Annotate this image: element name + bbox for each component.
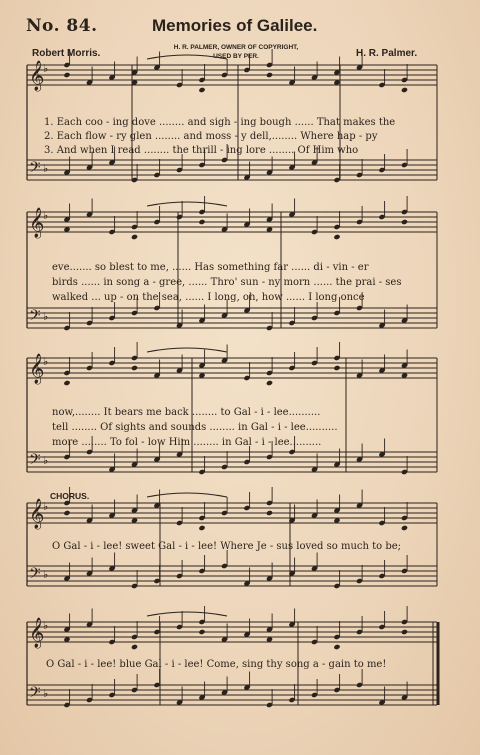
lyric-line: 2. Each flow - ry glen ........ and moss - y dell,........ Where hap - py [44,131,378,142]
note-head [266,72,273,78]
flat-icon: ♭ [43,162,49,175]
note-head [401,629,408,635]
bass-clef-icon: 𝄢 [29,159,41,180]
note-head [63,510,70,516]
treble-clef-icon: 𝄞 [29,354,45,384]
flat-icon: ♭ [43,568,49,581]
flat-icon: ♭ [43,454,49,467]
flat-icon: ♭ [43,500,49,513]
note-head [63,72,70,78]
note-head [401,525,408,531]
bass-clef-icon: 𝄢 [29,307,41,328]
author-credit: Robert Morris. [32,48,101,59]
composer-credit: H. R. Palmer. [356,48,418,59]
copyright-line: USED BY PER. [213,53,259,60]
slur [147,612,227,616]
treble-clef-icon: 𝄞 [29,208,45,238]
lyric-line: birds ...... in song a - gree, ...... Thro' sun - ny morn ...... the prai - ses [52,277,402,288]
note-head [266,510,273,516]
lyric-line: eve....... so blest to me, ...... Has something far ...... di - vin - er [52,262,369,273]
flat-icon: ♭ [43,310,49,323]
hymn-title: Memories of Galilee. [152,16,318,35]
note-head [198,219,205,225]
lyric-line: O Gal - i - lee! sweet Gal - i - lee! Where Je - sus loved so much to be; [52,541,402,552]
slur [147,348,227,352]
lyric-line: 1. Each coo - ing dove ........ and sigh - ing bough ...... That makes the [44,117,396,128]
note-head [333,234,340,240]
note-head [131,234,138,240]
note-head [198,525,205,531]
flat-icon: ♭ [43,62,49,75]
note-head [63,380,70,386]
lyric-line: walked ... up - on the sea, ...... I long, oh, how ...... I long once [52,292,365,303]
chorus-label: CHORUS. [50,491,90,501]
slur [147,55,227,59]
bass-clef-icon: 𝄢 [29,684,41,705]
lyric-line: 3. And when I read ........ the thrill - ing lore ........ Of Him who [44,145,359,156]
note-head [131,644,138,650]
copyright-line: H. R. PALMER, OWNER OF COPYRIGHT, [173,44,299,51]
lyric-line: tell ........ Of sights and sounds ........ in Gal - i - lee.......... [52,422,338,433]
bass-clef-icon: 𝄢 [29,451,41,472]
hymn-number: No. 84. [26,16,98,36]
slur [147,202,227,206]
treble-clef-icon: 𝄞 [29,499,45,529]
treble-clef-icon: 𝄞 [29,61,45,91]
lyric-line: O Gal - i - lee! blue Gal - i - lee! Come, sing thy song a - gain to me! [46,659,387,670]
note-head [198,629,205,635]
note-head [333,365,340,371]
flat-icon: ♭ [43,619,49,632]
slur [147,493,227,497]
note-head [333,644,340,650]
lyric-line: now,........ It bears me back ........ to Gal - i - lee.......... [52,407,321,418]
note-head [198,87,205,93]
flat-icon: ♭ [43,355,49,368]
treble-clef-icon: 𝄞 [29,618,45,648]
note-head [266,380,273,386]
note-head [131,365,138,371]
note-head [401,219,408,225]
note-head [401,87,408,93]
bass-clef-icon: 𝄢 [29,565,41,586]
lyric-line: more ........ To fol - low Him ........ in Gal - i - lee.......... [52,437,322,448]
flat-icon: ♭ [43,209,49,222]
flat-icon: ♭ [43,687,49,700]
